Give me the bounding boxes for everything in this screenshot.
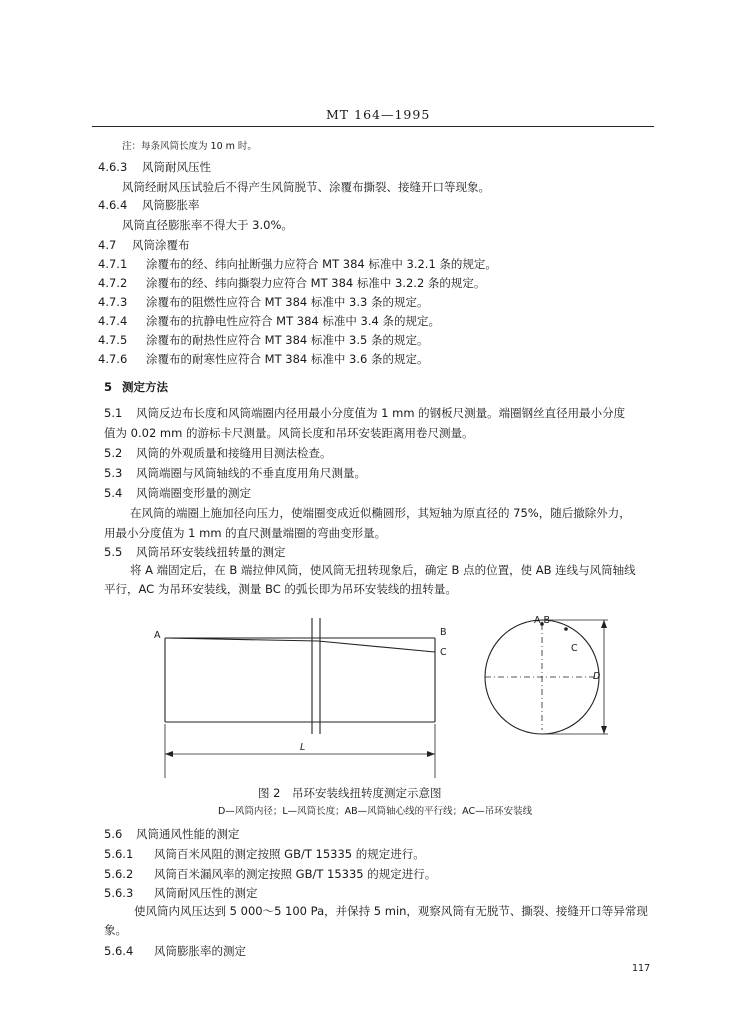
list-item-number: 4.7.5 (98, 333, 128, 347)
list-item: 涂覆布的阻燃性应符合 MT 384 标准中 3.3 条的规定。 (146, 295, 429, 309)
paragraph-line: 用最小分度值为 1 mm 的直尺测量端圈的弯曲变形量。 (104, 526, 387, 540)
hanger-line-AC (318, 641, 435, 652)
section-number: 4.7 (98, 238, 117, 252)
page-number: 117 (632, 963, 651, 974)
list-item-number: 4.7.3 (98, 295, 128, 309)
figure-label-C: C (440, 647, 447, 658)
list-item: 风筒百米漏风率的测定按照 GB/T 15335 的规定进行。 (154, 867, 437, 881)
section-number: 5.3 (104, 466, 123, 480)
list-item: 涂覆布的耐寒性应符合 MT 384 标准中 3.6 条的规定。 (146, 352, 429, 366)
section-number: 5.6.4 (104, 944, 134, 958)
section-number: 5 (104, 380, 113, 394)
table-note: 注：每条风筒长度为 10 m 时。 (122, 141, 257, 152)
list-item-number: 4.7.2 (98, 276, 128, 290)
list-item: 涂覆布的抗静电性应符合 MT 384 标准中 3.4 条的规定。 (146, 314, 440, 328)
section-title: 测定方法 (122, 380, 168, 394)
list-item: 风筒百米风阻的测定按照 GB/T 15335 的规定进行。 (154, 847, 425, 861)
section-title: 风筒涂覆布 (132, 238, 190, 252)
paragraph-line: 值为 0.02 mm 的游标卡尺测量。风筒长度和吊环安装距离用卷尺测量。 (104, 426, 474, 440)
list-item-number: 4.7.1 (98, 257, 128, 271)
figure-label-L: L (300, 742, 306, 753)
list-item-number: 5.6.2 (104, 867, 134, 881)
list-item-number: 5.6.1 (104, 847, 134, 861)
section-title: 风筒膨胀率的测定 (154, 944, 246, 958)
figure-label-AB: A,B (534, 615, 551, 626)
figure-label-D: D (593, 671, 601, 682)
section-title: 风筒耐风压性 (142, 160, 211, 174)
section-number: 4.6.4 (98, 198, 128, 212)
figure-legend: D—风筒内径；L—风筒长度；AB—风筒轴心线的平行线；AC—吊环安装线 (218, 806, 533, 817)
section-title: 风筒膨胀率 (142, 198, 200, 212)
arrow-right (427, 751, 435, 757)
section-number: 5.1 (104, 406, 123, 420)
paragraph: 风筒端圈与风筒轴线的不垂直度用角尺测量。 (136, 466, 366, 480)
section-title: 风筒端圈变形量的测定 (136, 486, 251, 500)
section-number: 5.6.3 (104, 886, 134, 900)
paragraph-line: 象。 (104, 923, 127, 937)
paragraph: 风筒的外观质量和接缝用目测法检查。 (136, 446, 332, 460)
point-C (564, 627, 568, 631)
list-item-number: 4.7.6 (98, 352, 128, 366)
section-title: 风筒耐风压性的测定 (154, 886, 258, 900)
figure-caption: 图 2 吊环安装线扭转度测定示意图 (258, 786, 442, 800)
paragraph-line: 平行，AC 为吊环安装线，测量 BC 的弧长即为吊环安装线的扭转量。 (104, 582, 457, 596)
section-number: 5.2 (104, 446, 123, 460)
section-number: 5.4 (104, 486, 123, 500)
paragraph-line: 将 A 端固定后，在 B 端拉伸风筒，使风筒无扭转现象后，确定 B 点的位置，使 AB 连线与风筒轴线 (130, 563, 636, 577)
figure-label-C2: C (571, 643, 578, 654)
arrow-top (601, 620, 607, 628)
section-number: 5.6 (104, 827, 123, 841)
arrow-bottom (601, 726, 607, 734)
doc-code-header: MT 164—1995 (326, 107, 431, 122)
arrow-left (165, 751, 173, 757)
list-item-number: 4.7.4 (98, 314, 128, 328)
paragraph-line: 在风筒的端圈上施加径向压力，使端圈变成近似椭圆形，其短轴为原直径的 75%，随后撤除外力， (130, 506, 631, 520)
paragraph-line: 风筒反边布长度和风筒端圈内径用最小分度值为 1 mm 的钢板尺测量。端圈钢丝直径用最小分度 (136, 406, 626, 420)
paragraph: 风筒直径膨胀率不得大于 3.0%。 (122, 218, 293, 232)
section-number: 4.6.3 (98, 160, 128, 174)
paragraph-line: 使风筒内风压达到 5 000～5 100 Pa，并保持 5 min，观察风筒有无脱节、撕裂、接缝开口等异常现 (134, 904, 648, 918)
section-number: 5.5 (104, 545, 123, 559)
section-title: 风筒通风性能的测定 (136, 827, 240, 841)
list-item: 涂覆布的耐热性应符合 MT 384 标准中 3.5 条的规定。 (146, 333, 429, 347)
figure-label-A: A (154, 630, 161, 641)
figure-label-B: B (440, 627, 447, 638)
list-item: 涂覆布的经、纬向撕裂力应符合 MT 384 标准中 3.2.2 条的规定。 (146, 276, 486, 290)
section-title: 风筒吊环安装线扭转量的测定 (136, 545, 286, 559)
list-item: 涂覆布的经、纬向扯断强力应符合 MT 384 标准中 3.2.1 条的规定。 (146, 257, 497, 271)
paragraph: 风筒经耐风压试验后不得产生风筒脱节、涂覆布撕裂、接缝开口等现象。 (122, 180, 490, 194)
